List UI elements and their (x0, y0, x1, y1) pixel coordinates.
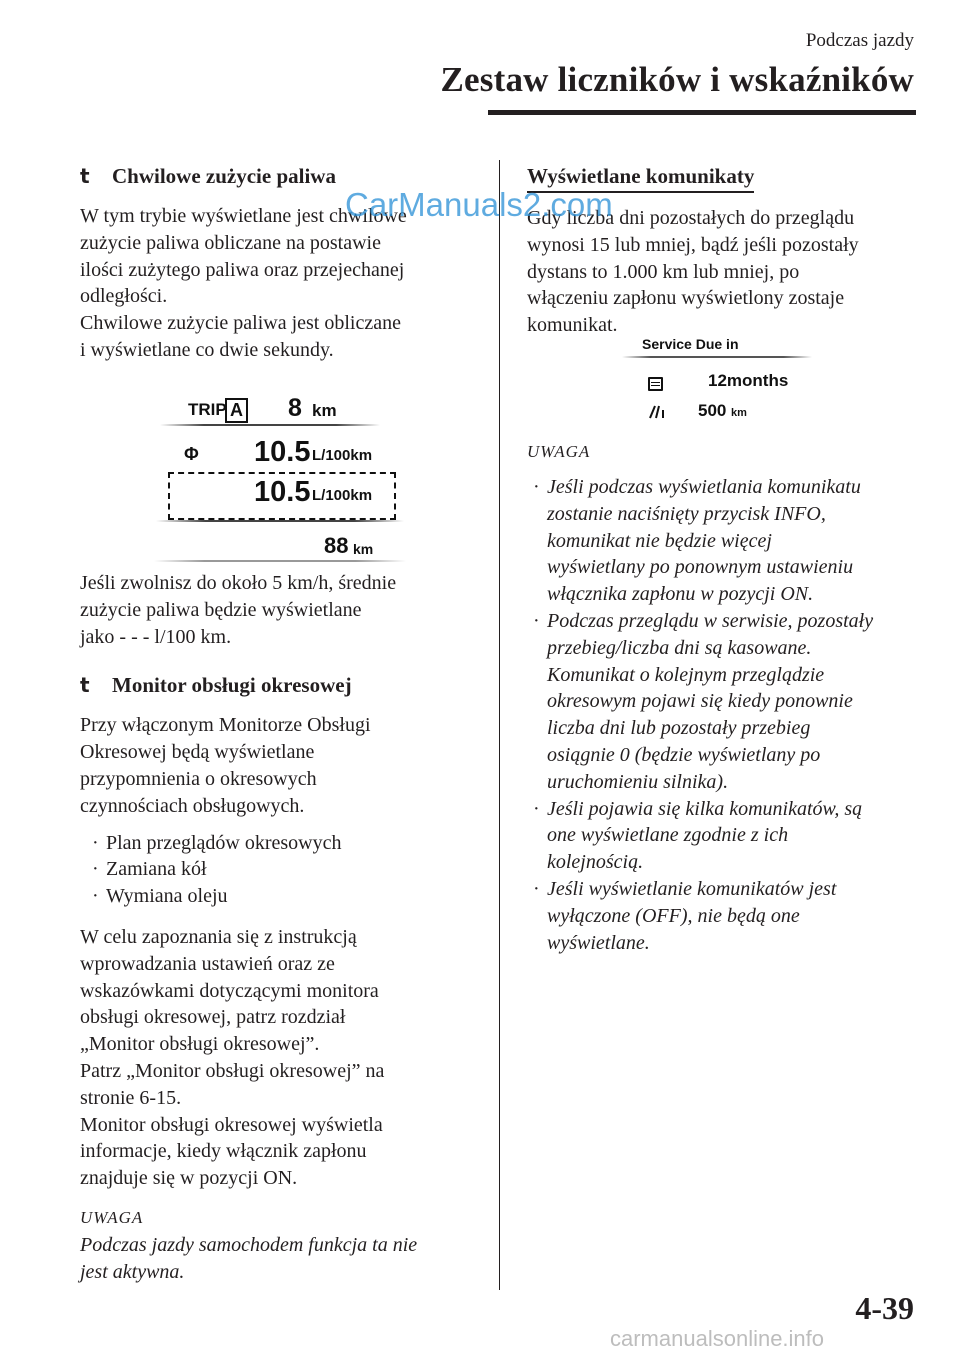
km-remaining-unit: km (731, 407, 747, 419)
text-line: Jeśli zwolnisz do około 5 km/h, średnie (80, 572, 397, 594)
note-item: · Jeśli wyświetlanie komunikatów jest wyłączone (OFF), nie będą one wyświetlane. (533, 877, 837, 954)
trip-distance-unit: km (312, 401, 337, 420)
text-line: Podczas jazdy samochodem funkcja ta nie (80, 1233, 418, 1256)
note-text (80, 1232, 490, 1286)
heading-bullet: t (80, 164, 90, 188)
current-consumption: 10.5 (254, 436, 311, 468)
note-label: UWAGA (80, 1207, 144, 1227)
km-remaining: 500 (698, 401, 727, 420)
text-line: przypomnienia o okresowych (80, 767, 317, 790)
text-line: W tym trybie wyświetlane jest chwilowe (80, 205, 407, 227)
display-line (622, 356, 812, 358)
note-label: UWAGA (527, 442, 591, 461)
service-due-title: Service Due in (642, 336, 739, 352)
left-column-lower (80, 570, 490, 1286)
text-line: i wyświetlane co dwie sekundy. (80, 338, 334, 361)
months-remaining: 12months (708, 371, 789, 390)
text-line: włączeniu zapłonu wyświetlony zostaje (527, 287, 845, 310)
heading-text: Chwilowe zużycie paliwa (112, 164, 336, 188)
text-line: wprowadzania ustawień oraz ze (80, 952, 335, 975)
text-line: odległości. (80, 285, 168, 308)
text-line: Okresowej będą wyświetlane (80, 741, 315, 764)
trip-distance: 8 (288, 394, 302, 422)
heading-text: Monitor obsługi okresowej (112, 673, 352, 698)
footer-watermark: carmanualsonline.info (610, 1326, 825, 1351)
notes-list (527, 474, 927, 956)
calendar-icon (648, 377, 663, 391)
list-item: · Plan przeglądów okresowych (92, 831, 342, 854)
text-line: „Monitor obsługi okresowej”. (80, 1033, 320, 1056)
paragraph-maintenance-intro (80, 712, 490, 819)
text-line: Patrz „Monitor obsługi okresowej” na (80, 1059, 385, 1082)
section-name: Podczas jazdy (805, 30, 914, 51)
road-distance-icon (648, 404, 666, 420)
text-line: znajduje się w pozycji ON. (80, 1167, 298, 1190)
service-due-illustration (620, 334, 820, 429)
text-line: zużycie paliwa obliczane na postawie (80, 231, 381, 254)
text-line: jako - - - l/100 km. (80, 625, 232, 648)
text-line: obsługi okresowej, patrz rozdział (80, 1006, 346, 1029)
paragraph-maintenance-details (80, 924, 490, 1192)
text-line: Przy włączonym Monitorze Obsługi (80, 714, 371, 737)
text-line: Gdy liczba dni pozostałych do przeglądu (527, 207, 855, 229)
text-line: Monitor obsługi okresowej wyświetla (80, 1113, 383, 1136)
text-line: komunikat. (527, 314, 618, 337)
heading-displayed-messages: Wyświetlane komunikaty (527, 163, 754, 193)
average-unit: L/100km (312, 487, 373, 504)
heading-bullet: t (80, 673, 90, 698)
text-line: dystans to 1.000 km lub mniej, po (527, 260, 800, 283)
fuel-icon: Φ (184, 444, 199, 464)
note-item: · Jeśli podczas wyświetlania komunikatu zostanie naciśnięty przycisk INFO, komunikat nie będzie więcej wyświetlany po ponownym ustawieniu włącznika zapłonu w pozycji ON. (533, 476, 861, 606)
list-item: · Zamiana kół (92, 858, 207, 881)
range-unit: km (353, 541, 374, 557)
text-line: W celu zapoznania się z instrukcją (80, 925, 357, 948)
display-line (156, 520, 404, 522)
display-line (154, 560, 406, 562)
range-value: 88 (324, 533, 349, 558)
paragraph-slow-speed (80, 570, 490, 650)
text-line: stronie 6-15. (80, 1086, 182, 1109)
paragraph-instant-fuel (80, 203, 490, 364)
trip-display-illustration (150, 390, 410, 570)
heading-maintenance-monitor (80, 672, 490, 698)
trip-mode-box: A (225, 398, 248, 423)
note-item: · Jeśli pojawia się kilka komunikatów, są one wyświetlane zgodnie z ich kolejnością. (533, 797, 863, 874)
text-line: informacje, kiedy włącznik zapłonu (80, 1140, 367, 1163)
text-line: Chwilowe zużycie paliwa jest obliczane (80, 312, 401, 335)
right-column-notes (527, 442, 927, 956)
list-item: · Wymiana oleju (92, 885, 228, 908)
maintenance-list (80, 830, 490, 910)
consumption-unit: L/100km (312, 447, 373, 464)
text-line: wskazówkami dotyczącymi monitora (80, 979, 379, 1002)
text-line: zużycie paliwa będzie wyświetlane (80, 598, 362, 621)
text-line: ilości zużytego paliwa oraz przejechanej (80, 258, 405, 281)
trip-label: TRIP (188, 400, 227, 419)
page-number: 4-39 (855, 1290, 914, 1326)
page-title: Zestaw liczników i wskaźników (440, 60, 914, 99)
paragraph-messages (527, 205, 927, 339)
text-line: jest aktywna. (80, 1260, 185, 1283)
note-item: · Podczas przeglądu w serwisie, pozostały przebieg/liczba dni są kasowane. Komunikat o kolejnym przeglądzie okresowym pojawi się kiedy ponownie liczba dni lub pozostały przebieg osiągnie 0 (będzie wyświetlany po uruchomieniu silnika). (533, 609, 874, 793)
text-line: czynnościach obsługowych. (80, 794, 305, 817)
column-divider (499, 160, 500, 1290)
average-consumption: 10.5 (254, 476, 311, 508)
watermark-text: CarManuals2.com (345, 186, 613, 223)
text-line: wynosi 15 lub mniej, bądź jeśli pozostały (527, 233, 859, 256)
header-rule (488, 110, 916, 115)
display-line (160, 424, 380, 426)
